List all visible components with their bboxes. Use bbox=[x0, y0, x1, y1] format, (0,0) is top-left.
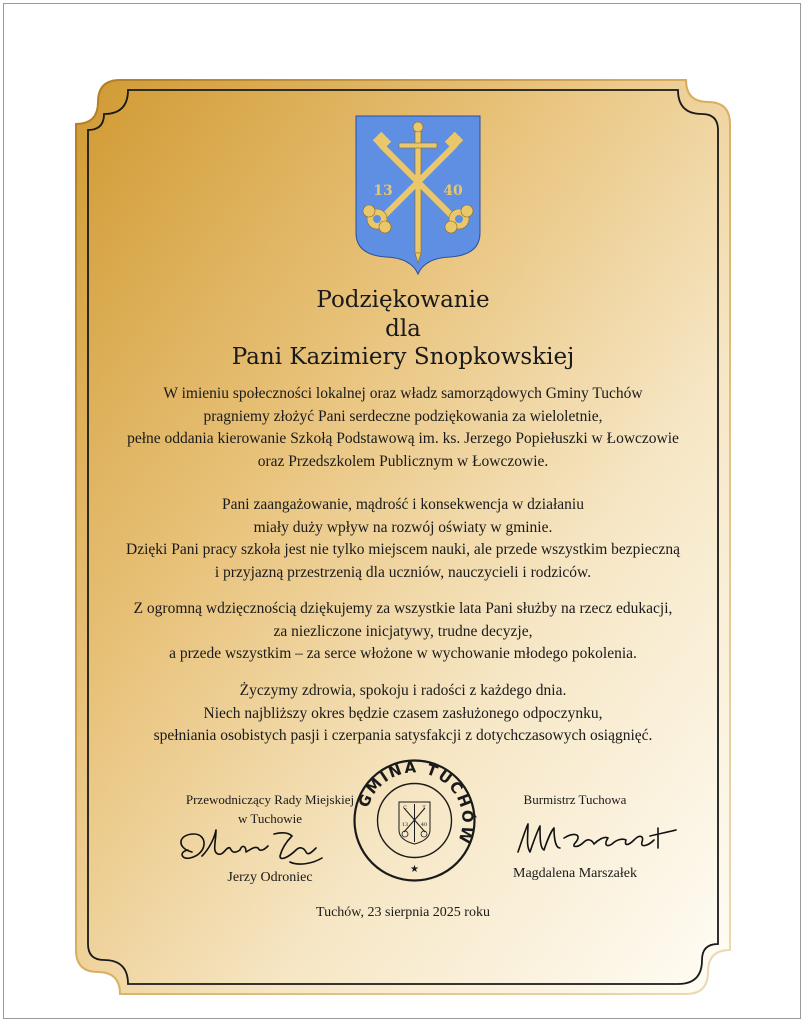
paragraph-line: Dzięki Pani pracy szkoła jest nie tylko miejscem nauki, ale przede wszystkim bezpieczną bbox=[126, 541, 680, 559]
paragraph-line: i przyjazną przestrzenią dla uczniów, nauczycieli i rodziców. bbox=[214, 563, 592, 581]
paragraph-line: Z ogromną wdzięcznością dziękujemy za wszystkie lata Pani służby na rzecz edukacji, bbox=[133, 600, 673, 617]
right-signatory-role: Burmistrz Tuchowa bbox=[523, 792, 627, 807]
crest-letter-t: T bbox=[449, 133, 461, 151]
title-line-2: dla bbox=[385, 316, 421, 342]
left-role-line-2: w Tuchowie bbox=[238, 811, 302, 826]
seal-star-icon: ★ bbox=[410, 864, 419, 875]
paragraph-3 bbox=[70, 598, 736, 666]
issue-date: Tuchów, 23 sierpnia 2025 roku bbox=[316, 905, 490, 920]
crest-letter-c: C bbox=[375, 133, 387, 151]
paragraph-line: oraz Przedszkolem Publicznym w Łowczowie. bbox=[257, 452, 549, 470]
paragraph-line: miały duży wpływ na rozwój oświaty w gminie. bbox=[253, 518, 553, 536]
seal-number-left: 13 bbox=[401, 822, 409, 828]
paragraph-2 bbox=[70, 494, 736, 584]
right-handwritten-signature bbox=[512, 818, 682, 860]
seal-text: GMINA TUCHÓW bbox=[354, 758, 477, 847]
municipal-seal bbox=[352, 758, 477, 883]
left-signatory-name: Jerzy Odroniec bbox=[227, 870, 313, 885]
coat-of-arms-icon bbox=[355, 115, 481, 275]
left-handwritten-signature bbox=[172, 822, 332, 870]
paragraph-line: Niech najbliższy okres będzie czasem zasłużonego odpoczynku, bbox=[203, 704, 603, 722]
paragraph-line: pragniemy złożyć Pani serdeczne podziękowania za wieloletnie, bbox=[203, 407, 603, 425]
paragraph-line: za niezliczone inicjatywy, trudne decyzje, bbox=[273, 622, 533, 640]
crest-number-right: 40 bbox=[443, 183, 463, 199]
title-line-1: Podziękowanie bbox=[316, 287, 490, 313]
paragraph-line: Życzymy zdrowia, spokoju i radości z każdego dnia. bbox=[239, 682, 567, 699]
seal-number-right: 40 bbox=[420, 822, 428, 828]
paragraph-line: pełne oddania kierowanie Szkołą Podstawową im. ks. Jerzego Popiełuszki w Łowczowie bbox=[127, 430, 679, 448]
right-signatory-name: Magdalena Marszałek bbox=[513, 866, 637, 881]
paragraph-line: W imieniu społeczności lokalnej oraz władz samorządowych Gminy Tuchów bbox=[163, 385, 643, 402]
seal-letter-t: T bbox=[422, 805, 426, 811]
paragraph-4 bbox=[70, 680, 736, 748]
paragraph-line: a przede wszystkim – za serce włożone w wychowanie młodego pokolenia. bbox=[169, 645, 637, 663]
left-role-line-1: Przewodniczący Rady Miejskiej bbox=[185, 792, 355, 807]
paragraph-1 bbox=[70, 383, 736, 473]
paragraph-line: spełniania osobistych pasji i czerpania satysfakcji z dotychczasowych osiągnięć. bbox=[153, 727, 653, 745]
seal-letter-c: C bbox=[403, 805, 407, 811]
title-line-3: Pani Kazimiery Snopkowskiej bbox=[231, 344, 575, 370]
crest-number-left: 13 bbox=[373, 183, 393, 199]
paragraph-line: Pani zaangażowanie, mądrość i konsekwencja w działaniu bbox=[222, 496, 584, 513]
